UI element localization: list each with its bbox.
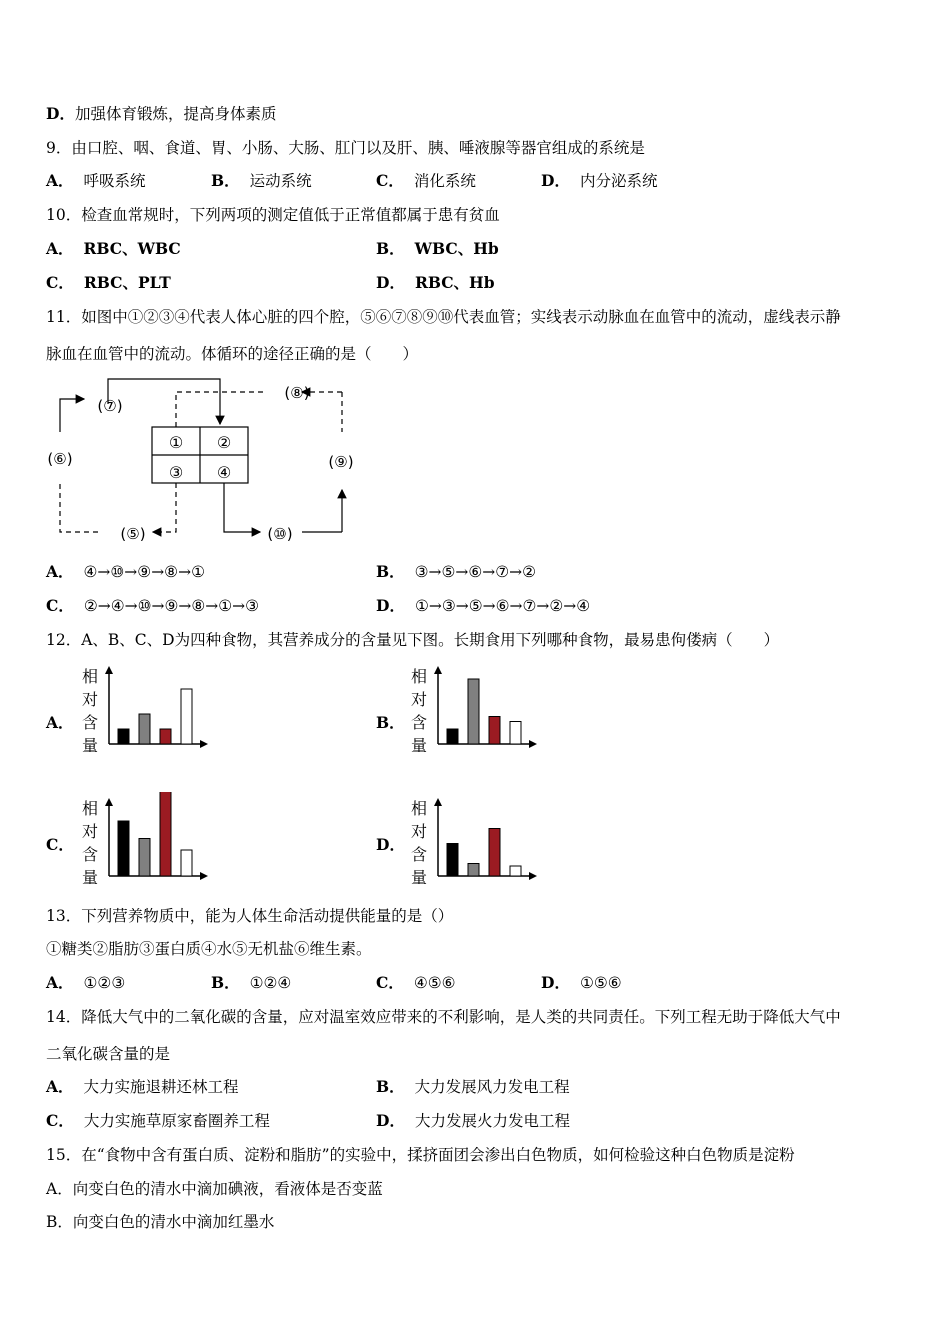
artery-path-10 xyxy=(224,483,260,532)
option-label: D． xyxy=(376,835,405,854)
option-label: B． xyxy=(376,562,405,581)
q14-option-a[interactable] xyxy=(46,1075,239,1097)
ylabel-char: 对 xyxy=(81,690,99,709)
bar xyxy=(447,844,458,877)
q14-stem-line1: 14．降低大气中的二氧化碳的含量，应对温室效应带来的不利影响，是人类的共同责任。下列工程无助于降低大气中 xyxy=(46,1008,841,1026)
vessel-5-label: (⑤) xyxy=(120,525,146,543)
q10-stem: 10．检查血常规时，下列两项的测定值低于正常值都属于患有贫血 xyxy=(46,206,500,224)
option-text: RBC、PLT xyxy=(83,273,171,292)
chamber-2-label: ② xyxy=(216,433,232,452)
option-text: 向变白色的清水中滴加红墨水 xyxy=(72,1213,275,1231)
bar xyxy=(118,729,129,744)
bar xyxy=(510,722,521,745)
option-label: C． xyxy=(376,973,404,992)
bar xyxy=(468,864,479,877)
vessel-8-label: (⑧) xyxy=(284,384,310,402)
chamber-4-label: ④ xyxy=(216,463,232,482)
option-label: A． xyxy=(46,1180,73,1198)
ylabel-char: 量 xyxy=(410,868,428,887)
chamber-1-label: ① xyxy=(168,433,184,452)
vessel-9-label: (⑨) xyxy=(328,453,354,471)
q13-option-a[interactable] xyxy=(46,971,125,993)
bar xyxy=(468,679,479,744)
option-label: D． xyxy=(541,171,570,190)
q8-option-d[interactable] xyxy=(46,102,276,124)
q10-option-c[interactable] xyxy=(46,271,171,293)
option-text: WBC、Hb xyxy=(414,239,499,258)
q13-option-d[interactable] xyxy=(541,971,622,993)
option-text: 加强体育锻炼，提高身体素质 xyxy=(74,105,277,123)
ylabel-char: 含 xyxy=(410,713,428,732)
option-label: C． xyxy=(46,273,74,292)
ylabel-char: 相 xyxy=(410,799,428,818)
q13-option-b[interactable] xyxy=(211,971,291,993)
bar xyxy=(181,850,192,876)
bar xyxy=(489,829,500,877)
q15-option-a[interactable] xyxy=(46,1177,383,1199)
chart-c xyxy=(76,792,221,888)
bar xyxy=(118,821,129,876)
y-axis-arrowhead xyxy=(105,798,113,806)
option-text: 大力实施草原家畜圈养工程 xyxy=(83,1112,270,1130)
option-label: A． xyxy=(46,1077,74,1096)
chart-a xyxy=(76,660,221,756)
option-label: D． xyxy=(376,1111,405,1130)
q14-option-c[interactable] xyxy=(46,1109,270,1131)
ylabel-char: 量 xyxy=(410,736,428,755)
ylabel-char: 量 xyxy=(81,736,99,755)
y-axis-arrowhead xyxy=(105,666,113,674)
option-label: D． xyxy=(376,273,405,292)
y-axis-arrowhead xyxy=(434,798,442,806)
option-text: ①⑤⑥ xyxy=(579,974,622,992)
option-label: B． xyxy=(46,1213,73,1231)
vessel-10-label: (⑩) xyxy=(267,525,293,543)
ylabel-char: 对 xyxy=(81,822,99,841)
q14-stem-line2: 二氧化碳含量的是 xyxy=(46,1045,171,1063)
q14-option-d[interactable] xyxy=(376,1109,570,1131)
option-text: 大力发展火力发电工程 xyxy=(414,1112,570,1130)
option-label: B． xyxy=(211,973,240,992)
chamber-3-label: ③ xyxy=(168,463,184,482)
ylabel-char: 对 xyxy=(410,690,428,709)
option-label: B． xyxy=(211,171,240,190)
vessel-7-label: (⑦) xyxy=(97,397,123,415)
option-label: D． xyxy=(46,104,75,123)
q9-option-a[interactable] xyxy=(46,169,146,191)
bar xyxy=(447,729,458,744)
option-label: B． xyxy=(376,713,405,732)
heart-circulation-diagram xyxy=(40,372,370,552)
bar xyxy=(139,714,150,744)
x-axis-arrowhead xyxy=(529,740,537,748)
option-text: ①②④ xyxy=(249,974,292,992)
artery-path-top xyxy=(108,379,220,424)
ylabel-char: 对 xyxy=(410,822,428,841)
option-text: ①②③ xyxy=(83,974,126,992)
option-label: D． xyxy=(376,596,405,615)
vein-path-5 xyxy=(153,483,176,532)
q11-option-b[interactable] xyxy=(376,560,536,582)
option-label: A． xyxy=(46,973,74,992)
option-text: ②→④→⑩→⑨→⑧→①→③ xyxy=(83,597,260,615)
option-label: B． xyxy=(376,1077,405,1096)
option-text: 呼吸系统 xyxy=(83,172,146,190)
option-label: A． xyxy=(46,562,74,581)
chart-d xyxy=(405,792,550,888)
ylabel-char: 相 xyxy=(81,799,99,818)
option-text: 消化系统 xyxy=(413,172,476,190)
x-axis-arrowhead xyxy=(200,740,208,748)
option-text: RBC、Hb xyxy=(414,273,495,292)
option-text: ①→③→⑤→⑥→⑦→②→④ xyxy=(414,597,591,615)
vessel-6-label: (⑥) xyxy=(47,450,73,468)
q13-option-c[interactable] xyxy=(376,971,456,993)
chart-b xyxy=(405,660,550,756)
option-text: ④→⑩→⑨→⑧→① xyxy=(83,563,205,581)
option-text: 大力实施退耕还林工程 xyxy=(83,1078,239,1096)
q11-stem-line1: 11．如图中①②③④代表人体心脏的四个腔，⑤⑥⑦⑧⑨⑩代表血管；实线表示动脉血在血管中的流动，虚线表示静 xyxy=(46,308,841,326)
y-axis-arrowhead xyxy=(434,666,442,674)
option-label: B． xyxy=(376,239,405,258)
bar xyxy=(181,689,192,744)
bar xyxy=(160,729,171,744)
ylabel-char: 含 xyxy=(81,845,99,864)
x-axis-arrowhead xyxy=(529,872,537,880)
option-label: A． xyxy=(46,239,74,258)
option-text: 运动系统 xyxy=(249,172,312,190)
q9-stem: 9．由口腔、咽、食道、胃、小肠、大肠、肛门以及肝、胰、唾液腺等器官组成的系统是 xyxy=(46,139,645,157)
x-axis-arrowhead xyxy=(200,872,208,880)
q13-items: ①糖类②脂肪③蛋白质④水⑤无机盐⑥维生素。 xyxy=(46,940,372,958)
option-label: A． xyxy=(46,713,74,732)
option-text: RBC、WBC xyxy=(83,239,181,258)
bar xyxy=(139,839,150,877)
q12-stem: 12．A、B、C、D为四种食物，其营养成分的含量见下图。长期食用下列哪种食物，最易患佝偻病（ ） xyxy=(46,631,780,649)
option-text: 向变白色的清水中滴加碘液，看液体是否变蓝 xyxy=(72,1180,383,1198)
q11-option-a[interactable] xyxy=(46,560,205,582)
option-text: 大力发展风力发电工程 xyxy=(414,1078,570,1096)
q11-stem-line2: 脉血在血管中的流动。体循环的途径正确的是（ ） xyxy=(46,345,419,363)
ylabel-char: 相 xyxy=(410,667,428,686)
q10-option-d[interactable] xyxy=(376,271,495,293)
option-label: C． xyxy=(46,835,74,854)
ylabel-char: 相 xyxy=(81,667,99,686)
option-label: C． xyxy=(376,171,404,190)
q15-option-b[interactable] xyxy=(46,1210,274,1232)
option-text: ④⑤⑥ xyxy=(413,974,456,992)
q9-option-b[interactable] xyxy=(211,169,312,191)
q11-option-c[interactable] xyxy=(46,594,259,616)
q10-option-a[interactable] xyxy=(46,237,181,259)
option-label: C． xyxy=(46,596,74,615)
option-label: C． xyxy=(46,1111,74,1130)
q9-option-c[interactable] xyxy=(376,169,476,191)
option-label: A． xyxy=(46,171,74,190)
bar xyxy=(489,717,500,745)
q10-option-b[interactable] xyxy=(376,237,499,259)
bar xyxy=(160,792,171,876)
ylabel-char: 含 xyxy=(410,845,428,864)
q15-stem: 15．在“食物中含有蛋白质、淀粉和脂肪”的实验中，揉挤面团会渗出白色物质，如何检验这种白色物质是淀粉 xyxy=(46,1146,795,1164)
q11-option-d[interactable] xyxy=(376,594,590,616)
option-text: 内分泌系统 xyxy=(579,172,658,190)
q14-option-b[interactable] xyxy=(376,1075,570,1097)
bar xyxy=(510,866,521,876)
q13-stem: 13．下列营养物质中，能为人体生命活动提供能量的是（） xyxy=(46,907,454,925)
option-text: ③→⑤→⑥→⑦→② xyxy=(414,563,537,581)
ylabel-char: 含 xyxy=(81,713,99,732)
option-label: D． xyxy=(541,973,570,992)
q9-option-d[interactable] xyxy=(541,169,657,191)
ylabel-char: 量 xyxy=(81,868,99,887)
